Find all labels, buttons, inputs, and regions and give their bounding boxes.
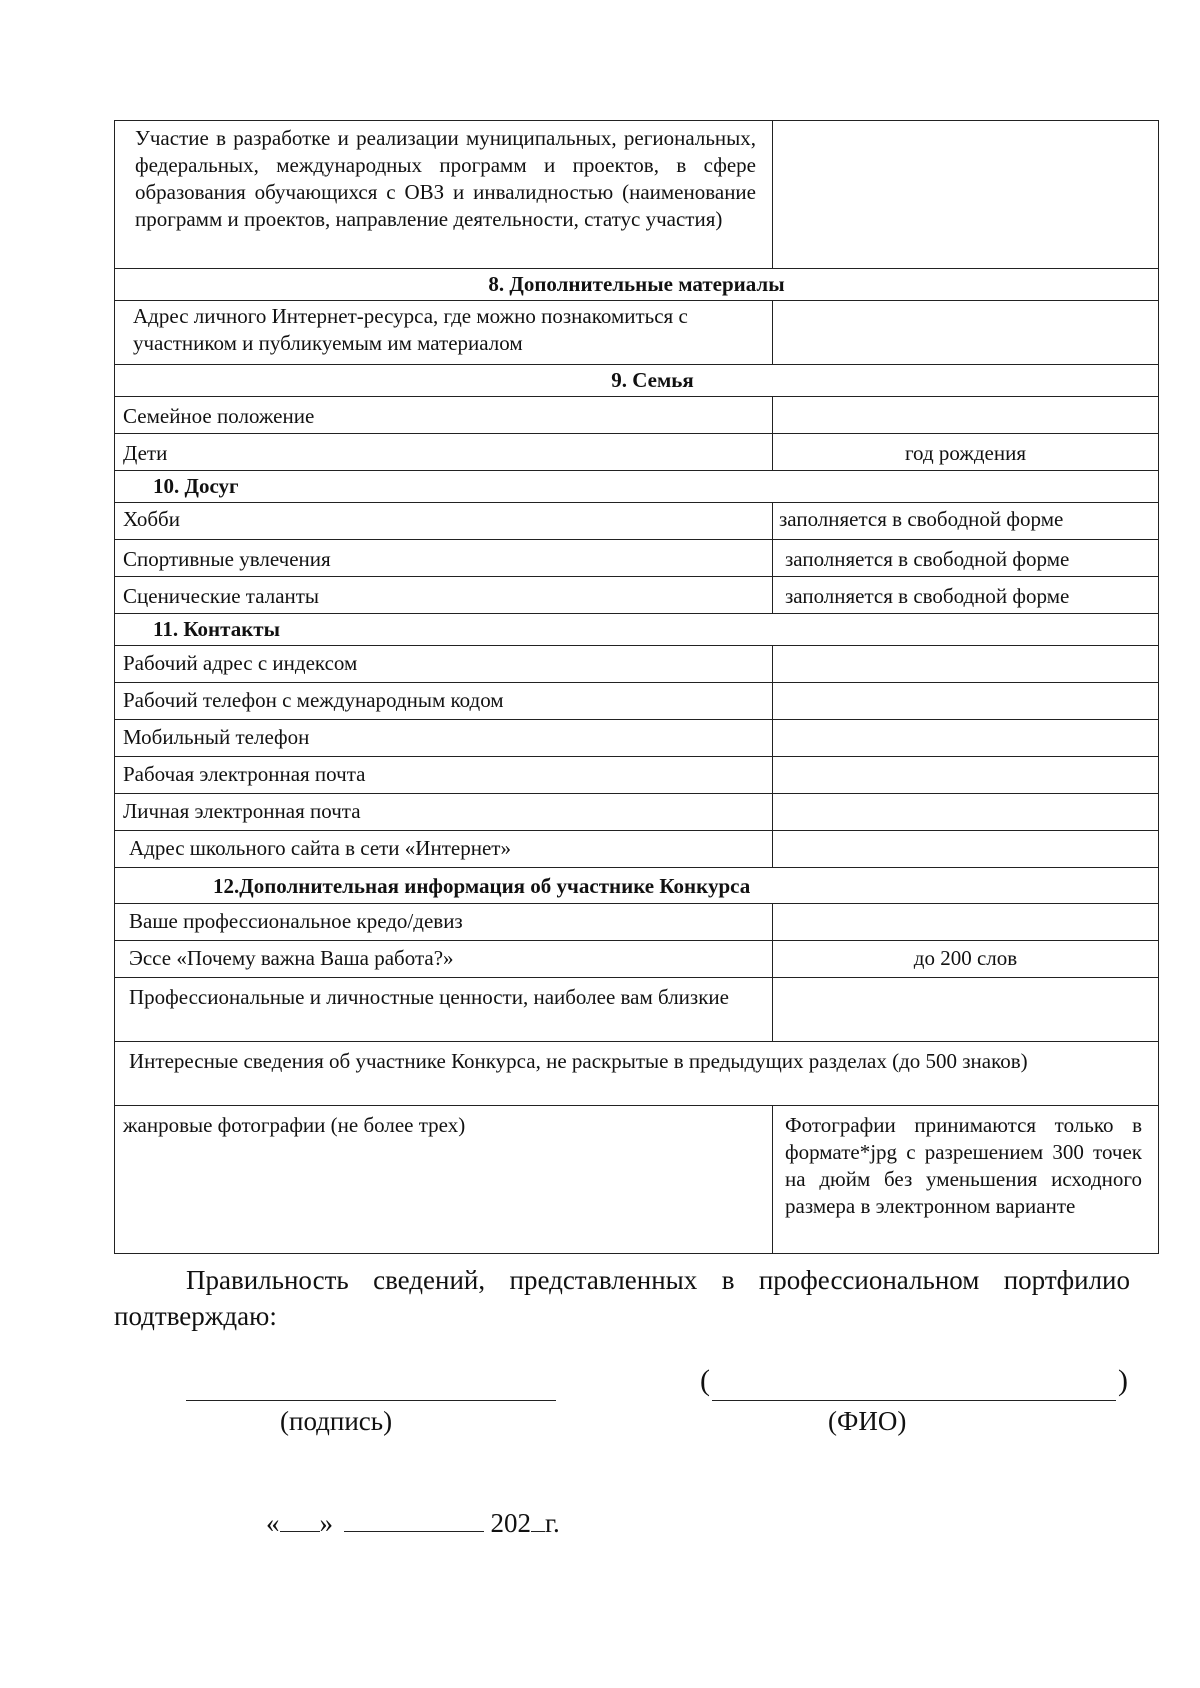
- section-header-row: [115, 471, 1159, 503]
- participation-label: Участие в разработке и реализации муниципальных, региональных, федеральных, международных программ и проектов, в сфере образования обучающихся с ОВЗ и инвалидностью (наименование программ и проектов, направление деятельности, статус участия): [115, 121, 773, 269]
- work-email-value[interactable]: [773, 757, 1159, 794]
- section-12-title: 12.Дополнительная информация об участнике Конкурса: [115, 868, 1159, 904]
- year-prefix: 202: [490, 1508, 531, 1538]
- work-email-label: Рабочая электронная почта: [115, 757, 773, 794]
- participation-value[interactable]: [773, 121, 1159, 269]
- section-header-row: [115, 269, 1159, 301]
- table-row: [115, 577, 1159, 614]
- day-blank[interactable]: [280, 1511, 320, 1532]
- section-header-row: [115, 614, 1159, 646]
- date-line: [266, 1508, 560, 1539]
- table-row: [115, 683, 1159, 720]
- section-8-title: 8. Дополнительные материалы: [115, 269, 1159, 301]
- internet-resource-value[interactable]: [773, 301, 1159, 365]
- photos-note: Фотографии принимаются только в формате*jpg с разрешением 300 точек на дюйм без уменьшения исходного размера в электронном варианте: [773, 1106, 1159, 1254]
- marital-status-label: Семейное положение: [115, 397, 773, 434]
- table-row: [115, 904, 1159, 941]
- table-row: [115, 646, 1159, 683]
- table-row: [115, 301, 1159, 365]
- credo-value[interactable]: [773, 904, 1159, 941]
- stage-label: Сценические таланты: [115, 577, 773, 614]
- fio-label: (ФИО): [828, 1406, 907, 1436]
- year-suffix: г.: [545, 1508, 560, 1538]
- table-row: [115, 1106, 1159, 1254]
- personal-email-label: Личная электронная почта: [115, 794, 773, 831]
- portfolio-form-table: [114, 120, 1159, 1254]
- section-11-title: 11. Контакты: [115, 614, 1159, 646]
- table-row: [115, 757, 1159, 794]
- section-10-title: 10. Досуг: [115, 471, 1159, 503]
- school-site-value[interactable]: [773, 831, 1159, 868]
- mobile-phone-label: Мобильный телефон: [115, 720, 773, 757]
- table-row: [115, 978, 1159, 1042]
- values-value[interactable]: [773, 978, 1159, 1042]
- personal-email-value[interactable]: [773, 794, 1159, 831]
- work-address-value[interactable]: [773, 646, 1159, 683]
- table-row: [115, 540, 1159, 577]
- section-header-row: [115, 868, 1159, 904]
- date-close-quote: »: [319, 1508, 333, 1538]
- work-phone-value[interactable]: [773, 683, 1159, 720]
- table-row: [115, 397, 1159, 434]
- table-row: [115, 794, 1159, 831]
- fio-close-paren: ): [1118, 1364, 1128, 1397]
- essay-label: Эссе «Почему важна Ваша работа?»: [115, 941, 773, 978]
- table-row: [115, 434, 1159, 471]
- signature-line[interactable]: [186, 1400, 556, 1401]
- work-address-label: Рабочий адрес с индексом: [115, 646, 773, 683]
- birth-year-value[interactable]: год рождения: [773, 434, 1159, 471]
- marital-status-value[interactable]: [773, 397, 1159, 434]
- month-blank[interactable]: [344, 1511, 484, 1532]
- hobby-label: Хобби: [115, 503, 773, 540]
- section-header-row: [115, 365, 1159, 397]
- fio-line[interactable]: [712, 1400, 1116, 1401]
- confirmation-text: Правильность сведений, представленных в профессиональном портфилио подтверждаю:: [114, 1265, 1130, 1331]
- stage-value[interactable]: заполняется в свободной форме: [773, 577, 1159, 614]
- interesting-facts-field[interactable]: Интересные сведения об участнике Конкурса, не раскрытые в предыдущих разделах (до 500 знаков): [115, 1042, 1159, 1106]
- sports-label: Спортивные увлечения: [115, 540, 773, 577]
- fio-open-paren: (: [700, 1364, 710, 1397]
- hobby-value[interactable]: заполняется в свободной форме: [773, 503, 1159, 540]
- sports-value[interactable]: заполняется в свободной форме: [773, 540, 1159, 577]
- mobile-phone-value[interactable]: [773, 720, 1159, 757]
- table-row: [115, 831, 1159, 868]
- table-row: [115, 1042, 1159, 1106]
- school-site-label: Адрес школьного сайта в сети «Интернет»: [115, 831, 773, 868]
- photos-label: жанровые фотографии (не более трех): [115, 1106, 773, 1254]
- year-blank[interactable]: [531, 1511, 545, 1532]
- credo-label: Ваше профессиональное кредо/девиз: [115, 904, 773, 941]
- signature-label: (подпись): [280, 1406, 393, 1436]
- essay-value[interactable]: до 200 слов: [773, 941, 1159, 978]
- table-row: [115, 941, 1159, 978]
- work-phone-label: Рабочий телефон с международным кодом: [115, 683, 773, 720]
- children-label: Дети: [115, 434, 773, 471]
- section-9-title: 9. Семья: [115, 365, 1159, 397]
- table-row: [115, 720, 1159, 757]
- internet-resource-label: Адрес личного Интернет-ресурса, где можно познакомиться с участником и публикуемым им материалом: [115, 301, 773, 365]
- date-open-quote: «: [266, 1508, 280, 1538]
- table-row: [115, 503, 1159, 540]
- table-row: [115, 121, 1159, 269]
- values-label: Профессиональные и личностные ценности, наиболее вам близкие: [115, 978, 773, 1042]
